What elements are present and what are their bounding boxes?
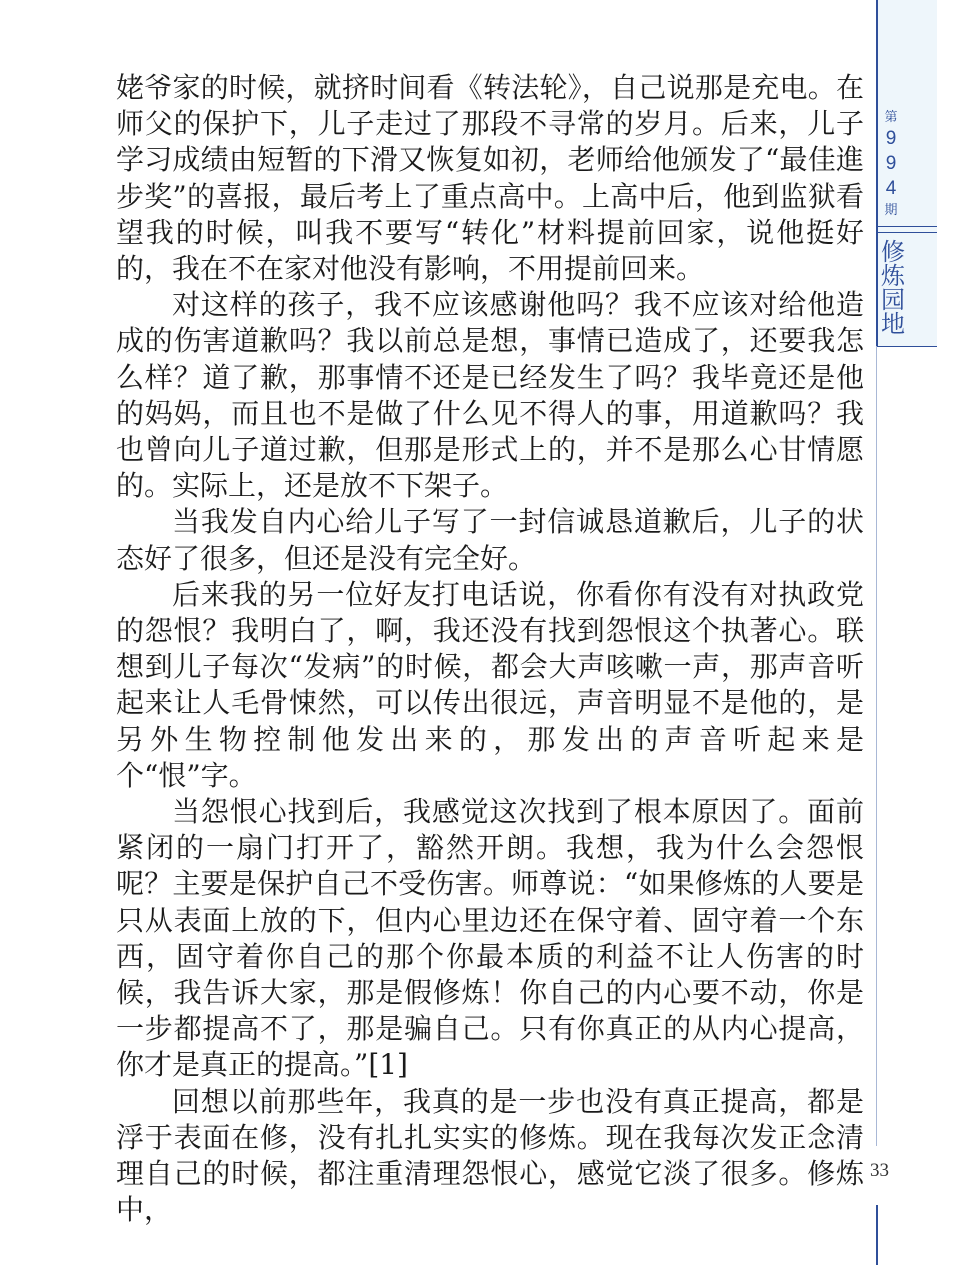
sidebar-border-bottom [876,1205,878,1265]
sidebar-rule [877,232,937,233]
paragraph: 回想以前那些年，我真的是一步也没有真正提高，都是浮于表面在修，没有扎扎实实的修炼。现在我每次发正念清理自己的时候，都注重清理怨恨心，感觉它淡了很多。修炼中， [116,1084,864,1227]
issue-digit: 4 [885,178,897,199]
section-char: 地 [881,310,905,338]
paragraph: 当我发自内心给儿子写了一封信诚恳道歉后，儿子的状态好了很多，但还是没有完全好。 [116,505,864,575]
paragraph: 当怨恨心找到后，我感觉这次找到了根本原因了。面前紧闭的一扇门打开了，豁然开朗。我想，我为什么会怨恨呢？主要是保护自己不受伤害。师尊说：“如果修炼的人要是只从表面上放的下，但内心里边还在保守着、固守着一个东西，固守着你自己的那个你最本质的利益不让人伤害的时候，我告诉大家，那是假修炼！你自己的内心要不动，你是一步都提高不了，那是骗自己。只有你真正的从内心提高，你才是真正的提高。”[1] [116,795,864,1082]
section-title [877,240,909,336]
sidebar-rule [877,226,937,227]
issue-suffix: 期 [884,202,898,217]
issue-digit: 9 [885,153,897,174]
issue-digit: 9 [885,128,897,149]
sidebar-divider [876,346,877,1146]
article-body [116,70,864,1229]
section-char: 园 [881,286,905,314]
section-char: 修 [881,238,905,266]
issue-prefix: 第 [884,109,898,124]
sidebar-rule [877,346,937,347]
paragraph: 后来我的另一位好友打电话说，你看你有没有对执政党的怨恨？我明白了，啊，我还没有找到怨恨这个执著心。联想到儿子每次“发病”的时候，都会大声咳嗽一声，那声音听起来让人毛骨悚然，可以传出很远，声音明显不是他的，是另外生物控制他发出来的，那发出的声音听起来是个“恨”字。 [116,577,864,792]
paragraph: 对这样的孩子，我不应该感谢他吗？我不应该对给他造成的伤害道歉吗？我以前总是想，事情已造成了，还要我怎么样？道了歉，那事情不还是已经发生了吗？我毕竟还是他的妈妈，而且也不是做了什么见不得人的事，用道歉吗？我也曾向儿子道过歉，但那是形式上的，并不是那么心甘情愿的。实际上，还是放不下架子。 [116,288,864,503]
paragraph: 姥爷家的时候，就挤时间看《转法轮》，自己说那是充电。在师父的保护下，儿子走过了那段不寻常的岁月。后来，儿子学习成绩由短暂的下滑又恢复如初，老师给他颁发了“最佳進步奖”的喜报，最后考上了重点高中。上高中后，他到监狱看望我的时候，叫我不要写“转化”材料提前回家，说他挺好的，我在不在家对他没有影响，不用提前回来。 [116,71,864,286]
section-char: 炼 [881,262,905,290]
issue-label [877,108,905,219]
page-number: 33 [870,1160,889,1181]
